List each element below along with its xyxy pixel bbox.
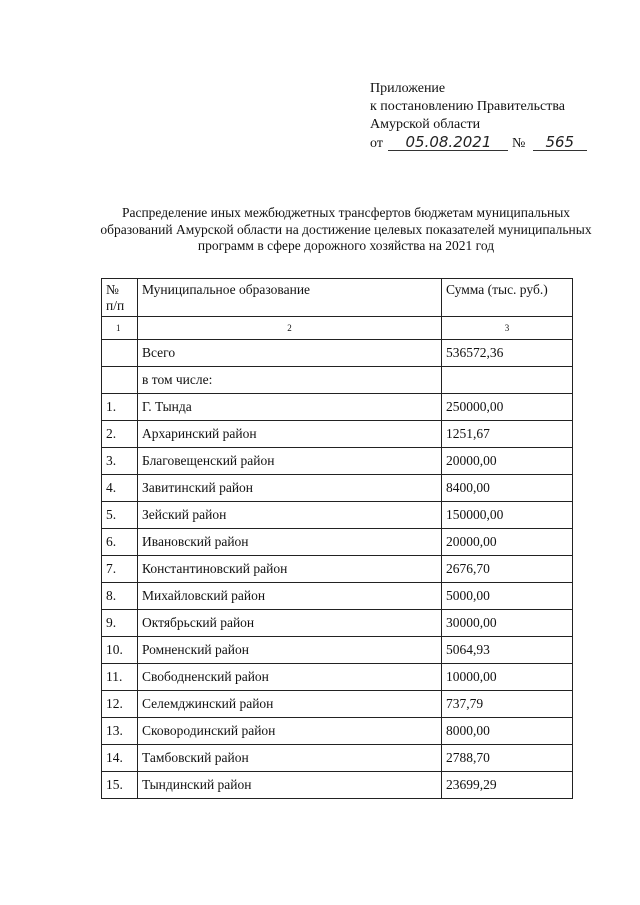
row-municipality: Ромненский район — [138, 637, 442, 664]
table-row — [102, 556, 573, 583]
row-number: 6. — [102, 529, 138, 556]
row-municipality: Сковородинский район — [138, 718, 442, 745]
row-number: 8. — [102, 583, 138, 610]
row-number: 13. — [102, 718, 138, 745]
row-number: 14. — [102, 745, 138, 772]
table-row — [102, 772, 573, 799]
row-amount: 737,79 — [442, 691, 573, 718]
including-row — [102, 367, 573, 394]
table-row — [102, 691, 573, 718]
row-number: 5. — [102, 502, 138, 529]
appendix-region-line: Амурской области — [370, 117, 481, 132]
row-number: 7. — [102, 556, 138, 583]
row-number: 15. — [102, 772, 138, 799]
header-number: № п/п — [102, 279, 138, 317]
row-number: 1. — [102, 394, 138, 421]
row-amount: 150000,00 — [442, 502, 573, 529]
row-municipality: Свободненский район — [138, 664, 442, 691]
appendix-reference-line — [370, 134, 587, 153]
column-index-1: 1 — [102, 317, 138, 340]
including-amount-cell — [442, 367, 573, 394]
row-municipality: Селемджинский район — [138, 691, 442, 718]
row-number: 9. — [102, 610, 138, 637]
row-municipality: Тамбовский район — [138, 745, 442, 772]
row-municipality: Тындинский район — [138, 772, 442, 799]
row-amount: 23699,29 — [442, 772, 573, 799]
table-header-row — [102, 279, 573, 317]
table-row — [102, 745, 573, 772]
table-row — [102, 502, 573, 529]
row-amount: 1251,67 — [442, 421, 573, 448]
total-label: Всего — [138, 340, 442, 367]
table-row — [102, 448, 573, 475]
row-number: 3. — [102, 448, 138, 475]
appendix-resolution-line: к постановлению Правительства — [370, 99, 566, 114]
row-municipality: Завитинский район — [138, 475, 442, 502]
row-amount: 2788,70 — [442, 745, 573, 772]
row-amount: 8400,00 — [442, 475, 573, 502]
row-number: 10. — [102, 637, 138, 664]
distribution-table — [101, 278, 573, 799]
including-label: в том числе: — [138, 367, 442, 394]
row-amount: 30000,00 — [442, 610, 573, 637]
row-municipality: Архаринский район — [138, 421, 442, 448]
row-amount: 5000,00 — [442, 583, 573, 610]
date-prefix: от — [370, 136, 383, 151]
table-row — [102, 664, 573, 691]
row-amount: 20000,00 — [442, 529, 573, 556]
handwritten-date: 05.08.2021 — [388, 134, 508, 151]
row-amount: 250000,00 — [442, 394, 573, 421]
total-number-cell — [102, 340, 138, 367]
row-municipality: Ивановский район — [138, 529, 442, 556]
appendix-header — [370, 80, 587, 153]
column-index-2: 2 — [138, 317, 442, 340]
table-row — [102, 583, 573, 610]
header-municipality: Муниципальное образование — [138, 279, 442, 317]
row-number: 12. — [102, 691, 138, 718]
number-prefix: № — [511, 136, 526, 151]
row-municipality: Г. Тында — [138, 394, 442, 421]
table-row — [102, 610, 573, 637]
table-row — [102, 421, 573, 448]
row-municipality: Михайловский район — [138, 583, 442, 610]
row-municipality: Благовещенский район — [138, 448, 442, 475]
row-amount: 20000,00 — [442, 448, 573, 475]
total-amount: 536572,36 — [442, 340, 573, 367]
table-row — [102, 718, 573, 745]
row-municipality: Константиновский район — [138, 556, 442, 583]
row-number: 4. — [102, 475, 138, 502]
including-number-cell — [102, 367, 138, 394]
row-municipality: Октябрьский район — [138, 610, 442, 637]
total-row — [102, 340, 573, 367]
header-amount: Сумма (тыс. руб.) — [442, 279, 573, 317]
row-amount: 5064,93 — [442, 637, 573, 664]
table-row — [102, 637, 573, 664]
document-title: Распределение иных межбюджетных трансфертов бюджетам муниципальных образований Амурской области на достижение целевых показателей муниципальных программ в сфере дорожного хозяйства на 2021 год — [100, 205, 592, 253]
row-municipality: Зейский район — [138, 502, 442, 529]
row-number: 2. — [102, 421, 138, 448]
table-row — [102, 529, 573, 556]
row-amount: 2676,70 — [442, 556, 573, 583]
appendix-title: Приложение — [370, 81, 446, 96]
column-index-row — [102, 317, 573, 340]
table-row — [102, 394, 573, 421]
row-amount: 8000,00 — [442, 718, 573, 745]
table-row — [102, 475, 573, 502]
row-amount: 10000,00 — [442, 664, 573, 691]
column-index-3: 3 — [442, 317, 573, 340]
row-number: 11. — [102, 664, 138, 691]
handwritten-number: 565 — [533, 134, 587, 151]
